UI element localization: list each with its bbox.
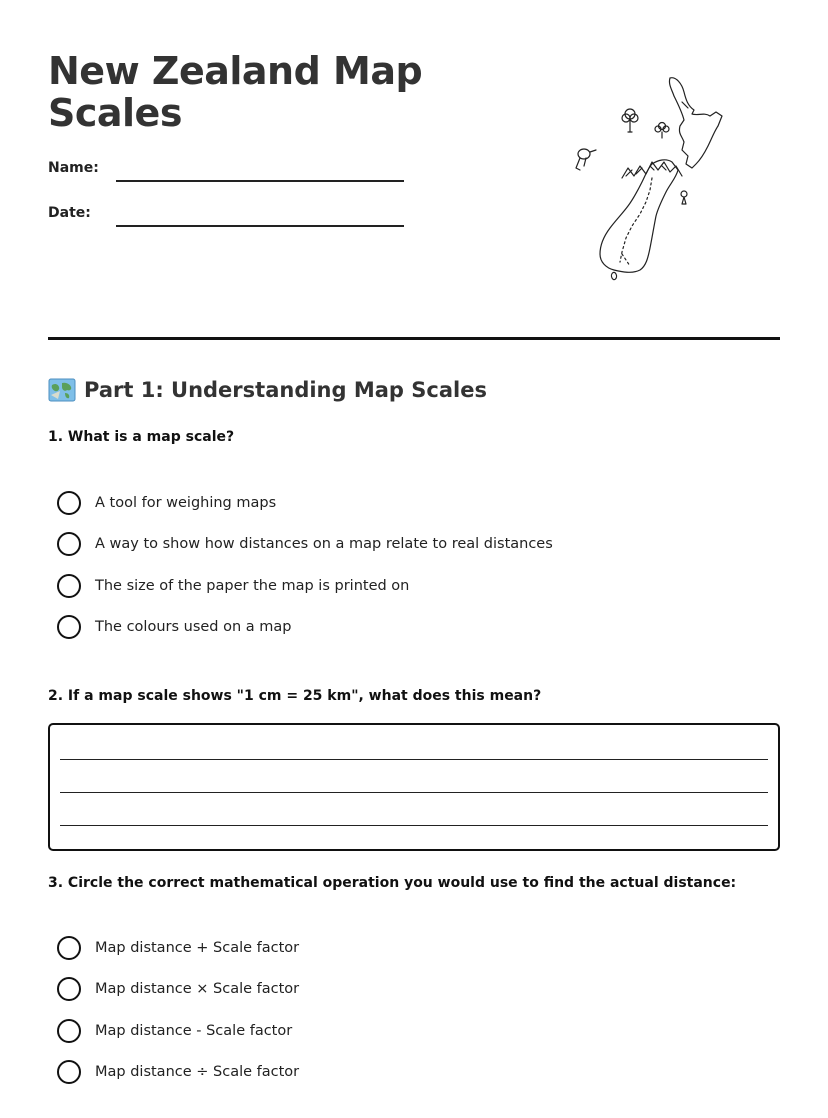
part1-title: Part 1: Understanding Map Scales [84, 378, 487, 402]
option-label: A tool for weighing maps [95, 494, 277, 511]
question-3-option-1[interactable] [57, 927, 299, 969]
section-divider [48, 337, 780, 340]
option-label: Map distance ÷ Scale factor [95, 1064, 300, 1081]
radio-button[interactable] [57, 1060, 81, 1084]
radio-button[interactable] [57, 936, 81, 960]
question-3-option-2[interactable] [57, 969, 299, 1011]
new-zealand-map-icon [566, 66, 746, 288]
question-3-options [57, 927, 299, 1093]
page-title: New Zealand Map Scales [48, 49, 423, 135]
option-label: A way to show how distances on a map relate to real distances [95, 536, 553, 553]
name-label: Name: [48, 160, 99, 176]
name-write-line[interactable] [116, 180, 404, 182]
question-2-text: 2. If a map scale shows "1 cm = 25 km", what does this mean? [48, 688, 542, 704]
date-field[interactable] [48, 205, 408, 235]
question-1-option-4[interactable] [57, 607, 553, 649]
question-1-text: 1. What is a map scale? [48, 429, 235, 445]
option-label: Map distance - Scale factor [95, 1022, 293, 1039]
question-1-option-1[interactable] [57, 482, 553, 524]
option-label: Map distance × Scale factor [95, 981, 300, 998]
question-1-option-2[interactable] [57, 524, 553, 566]
radio-button[interactable] [57, 574, 81, 598]
question-1-options [57, 482, 553, 648]
radio-button[interactable] [57, 615, 81, 639]
world-map-icon [48, 377, 76, 403]
name-field[interactable] [48, 160, 408, 190]
radio-button[interactable] [57, 1019, 81, 1043]
question-3-option-3[interactable] [57, 1010, 299, 1052]
date-write-line[interactable] [116, 225, 404, 227]
radio-button[interactable] [57, 491, 81, 515]
question-1-option-3[interactable] [57, 565, 553, 607]
option-label: Map distance + Scale factor [95, 939, 300, 956]
part1-heading [48, 374, 487, 406]
date-label: Date: [48, 205, 91, 221]
radio-button[interactable] [57, 977, 81, 1001]
answer-line[interactable] [60, 759, 768, 760]
question-3-text: 3. Circle the correct mathematical operation you would use to find the actual distance: [48, 875, 737, 891]
answer-line[interactable] [60, 792, 768, 793]
question-2-answer-box[interactable] [48, 723, 780, 851]
question-3-option-4[interactable] [57, 1052, 299, 1094]
option-label: The size of the paper the map is printed on [95, 577, 410, 594]
answer-line[interactable] [60, 825, 768, 826]
option-label: The colours used on a map [95, 619, 292, 636]
radio-button[interactable] [57, 532, 81, 556]
